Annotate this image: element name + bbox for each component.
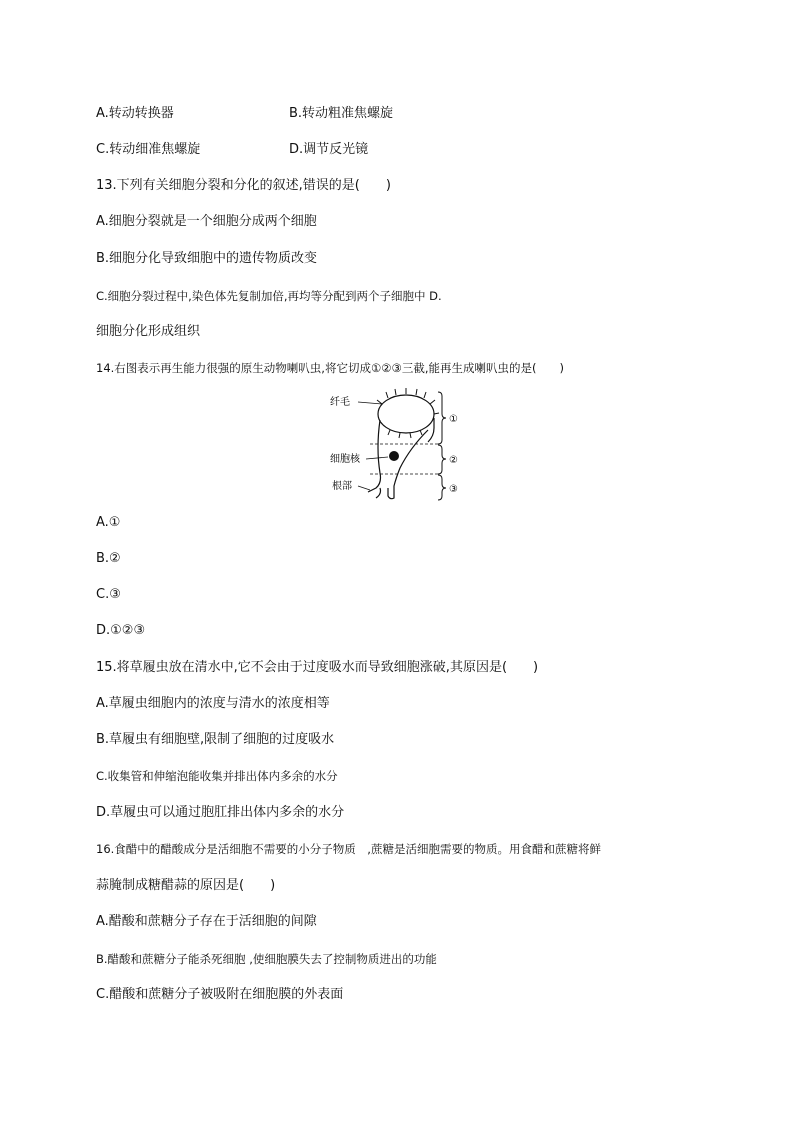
q15-option-d: D.草履虫可以通过胞肛排出体内多余的水分: [96, 805, 345, 820]
q14-option-b: B.②: [96, 551, 121, 566]
q13-option-d: 细胞分化形成组织: [96, 324, 201, 339]
q13-option-b: B.细胞分化导致细胞中的遗传物质改变: [96, 251, 318, 266]
q13-option-c: C.细胞分裂过程中,染色体先复制加倍,再均等分配到两个子细胞中 D.: [96, 289, 442, 303]
mark-3: ③: [449, 484, 458, 495]
q14-option-a: A.①: [96, 515, 121, 530]
q15-option-c: C.收集管和伸缩泡能收集并排出体内多余的水分: [96, 769, 338, 783]
q12-option-c: C.转动细准焦螺旋: [96, 142, 201, 157]
q12-option-b: B.转动粗准焦螺旋: [289, 106, 394, 121]
label-nucleus: 细胞核: [330, 454, 360, 465]
mark-1: ①: [449, 414, 458, 425]
mark-2: ②: [449, 455, 458, 466]
q16-stem-cont: 蒜腌制成糖醋蒜的原因是( ): [96, 878, 276, 893]
trumpet-worm-figure: [330, 388, 480, 508]
q13-option-a: A.细胞分裂就是一个细胞分成两个细胞: [96, 214, 317, 229]
q12-option-d: D.调节反光镜: [289, 142, 369, 157]
q16-option-a: A.醋酸和蔗糖分子存在于活细胞的间隙: [96, 914, 317, 929]
q15-option-b: B.草履虫有细胞壁,限制了细胞的过度吸水: [96, 732, 335, 747]
q14-option-c: C.③: [96, 587, 121, 602]
q13-stem: 13.下列有关细胞分裂和分化的叙述,错误的是( ): [96, 178, 391, 193]
q16-stem: 16.食醋中的醋酸成分是活细胞不需要的小分子物质 ,蔗糖是活细胞需要的物质。用食醋和蔗糖将鲜: [96, 842, 601, 856]
q15-option-a: A.草履虫细胞内的浓度与清水的浓度相等: [96, 696, 330, 711]
label-cilia: 纤毛: [330, 397, 350, 408]
q14-option-d: D.①②③: [96, 623, 146, 638]
q16-option-c: C.醋酸和蔗糖分子被吸附在细胞膜的外表面: [96, 987, 344, 1002]
q12-option-a: A.转动转换器: [96, 106, 174, 121]
label-root: 根部: [332, 481, 352, 492]
nucleus-dot: [389, 451, 399, 461]
q15-stem: 15.将草履虫放在清水中,它不会由于过度吸水而导致细胞涨破,其原因是( ): [96, 660, 539, 675]
head-ellipse: [378, 395, 434, 433]
q14-stem: 14.右图表示再生能力很强的原生动物喇叭虫,将它切成①②③三截,能再生成喇叭虫的是( ): [96, 361, 564, 375]
q16-option-b: B.醋酸和蔗糖分子能杀死细胞 ,使细胞膜失去了控制物质进出的功能: [96, 952, 437, 966]
